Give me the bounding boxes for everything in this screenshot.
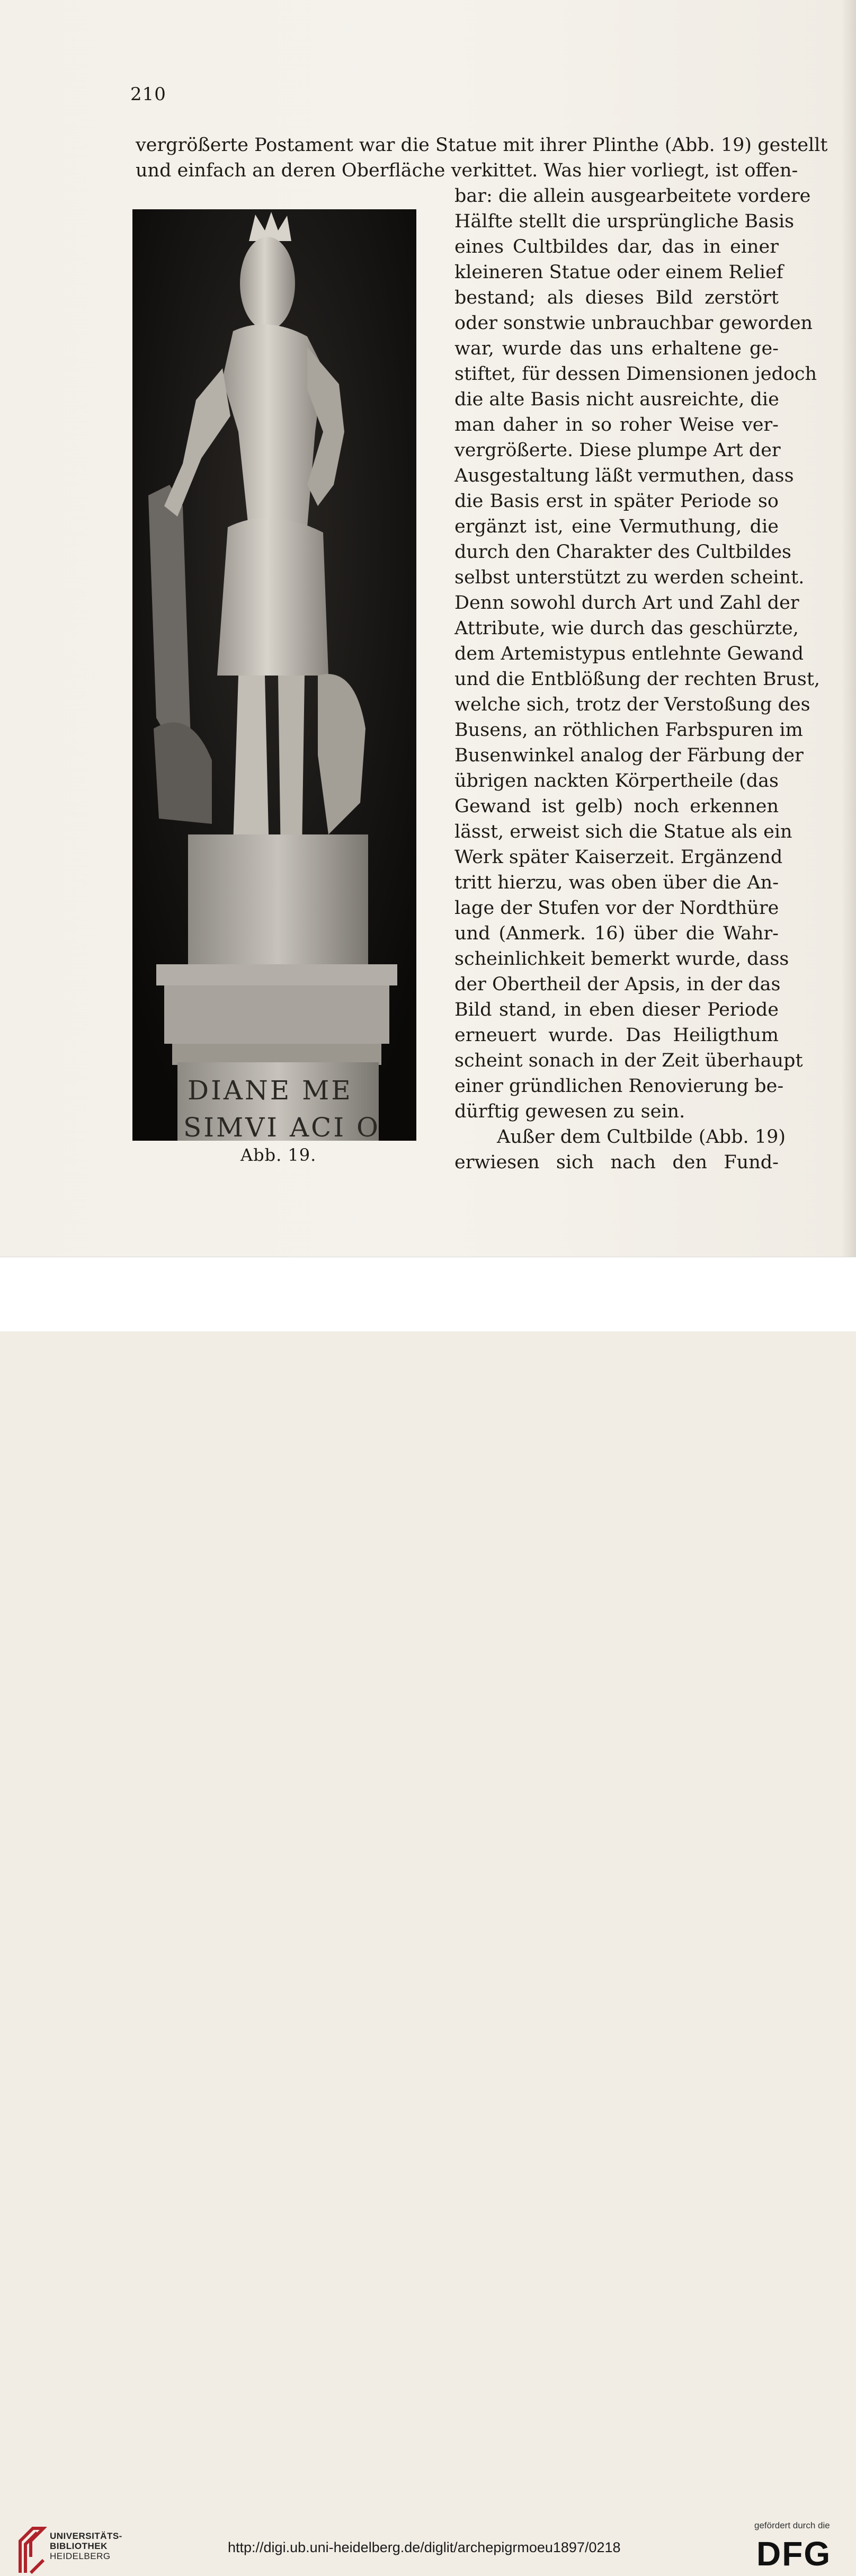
text-line: man daher in so roher Weise ver- xyxy=(454,414,779,436)
digitization-footer xyxy=(0,1257,856,2573)
text-line: bar: die allein ausgearbeitete vordere xyxy=(454,185,811,207)
book-page xyxy=(0,0,856,1257)
text-line: Attribute, wie durch das geschürzte, xyxy=(454,618,799,639)
text-line: Hälfte stellt die ursprüngliche Basis xyxy=(454,211,795,232)
text-line: und einfach an deren Oberfläche verkittet. Was hier vorliegt, ist offen- xyxy=(136,160,798,181)
text-line: vergrößerte Postament war die Statue mit ihrer Plinthe (Abb. 19) gestellt xyxy=(136,135,828,156)
text-line: scheinlichkeit bemerkt wurde, dass xyxy=(454,948,789,970)
text-line: scheint sonach in der Zeit überhaupt xyxy=(454,1050,803,1071)
text-line: Busens, an röthlichen Farbspuren im xyxy=(454,719,803,741)
text-line: oder sonstwie unbrauchbar geworden xyxy=(454,313,813,334)
sponsor-text: gefördert durch die xyxy=(754,2520,830,2530)
text-line: selbst unterstützt zu werden scheint. xyxy=(454,567,805,588)
text-line: Werk später Kaiserzeit. Ergänzend xyxy=(454,847,783,868)
library-name-line: BIBLIOTHEK xyxy=(50,2541,108,2551)
text-line: einer gründlichen Renovierung be- xyxy=(454,1076,784,1097)
inscription-line: DIANE ME xyxy=(188,1075,353,1106)
text-line: durch den Charakter des Cultbildes xyxy=(454,541,792,563)
university-library-logo-icon xyxy=(17,2525,47,2576)
text-line: Ausgestaltung läßt vermuthen, dass xyxy=(454,465,794,486)
text-line: Bild stand, in eben dieser Periode xyxy=(454,999,779,1020)
page-number: 210 xyxy=(130,84,166,105)
text-line: erwiesen sich nach den Fund- xyxy=(454,1152,779,1173)
text-line: welche sich, trotz der Verstoßung des xyxy=(454,694,810,715)
text-line: Außer dem Cultbilde (Abb. 19) xyxy=(497,1126,786,1148)
figure-caption: Abb. 19. xyxy=(240,1145,317,1165)
text-line: übrigen nackten Körpertheile (das xyxy=(454,770,779,792)
text-line: die alte Basis nicht ausreichte, die xyxy=(454,389,779,410)
text-line: Gewand ist gelb) noch erkennen xyxy=(454,796,779,817)
text-line: erneuert wurde. Das Heiligthum xyxy=(454,1025,779,1046)
library-name-line: HEIDELBERG xyxy=(50,2551,111,2561)
text-line: ergänzt ist, eine Vermuthung, die xyxy=(454,516,779,537)
library-name-line: UNIVERSITÄTS- xyxy=(50,2531,122,2541)
text-line: eines Cultbildes dar, das in einer xyxy=(454,236,779,257)
text-line: Denn sowohl durch Art und Zahl der xyxy=(454,592,799,614)
text-line: war, wurde das uns erhaltene ge- xyxy=(454,338,779,359)
dfg-logo: DFG xyxy=(756,2535,832,2573)
permalink-url[interactable]: http://digi.ub.uni-heidelberg.de/diglit/archepigrmoeu1897/0218 xyxy=(228,2539,621,2555)
text-line: lässt, erweist sich die Statue als ein xyxy=(454,821,792,842)
text-line: lage der Stufen vor der Nordthüre xyxy=(454,898,779,919)
statue-photograph xyxy=(132,209,416,1141)
page-edge-shadow xyxy=(841,0,856,1257)
text-line: vergrößerte. Diese plumpe Art der xyxy=(454,440,781,461)
text-line: dürftig gewesen zu sein. xyxy=(454,1101,685,1122)
text-line: und (Anmerk. 16) über die Wahr- xyxy=(454,923,779,944)
text-line: bestand; als dieses Bild zerstört xyxy=(454,287,779,308)
text-line: dem Artemistypus entlehnte Gewand xyxy=(454,643,804,664)
text-line: und die Entblößung der rechten Brust, xyxy=(454,669,821,690)
text-line: der Obertheil der Apsis, in der das xyxy=(454,974,781,995)
library-name xyxy=(50,2531,122,2561)
text-line: kleineren Statue oder einem Relief xyxy=(454,262,783,283)
inscription-line: SIMVI ACI O xyxy=(183,1112,380,1141)
text-line: die Basis erst in später Periode so xyxy=(454,491,779,512)
text-line: tritt hierzu, was oben über die An- xyxy=(454,872,779,893)
text-line: stiftet, für dessen Dimensionen jedoch xyxy=(454,363,817,385)
text-line: Busenwinkel analog der Färbung der xyxy=(454,745,804,766)
